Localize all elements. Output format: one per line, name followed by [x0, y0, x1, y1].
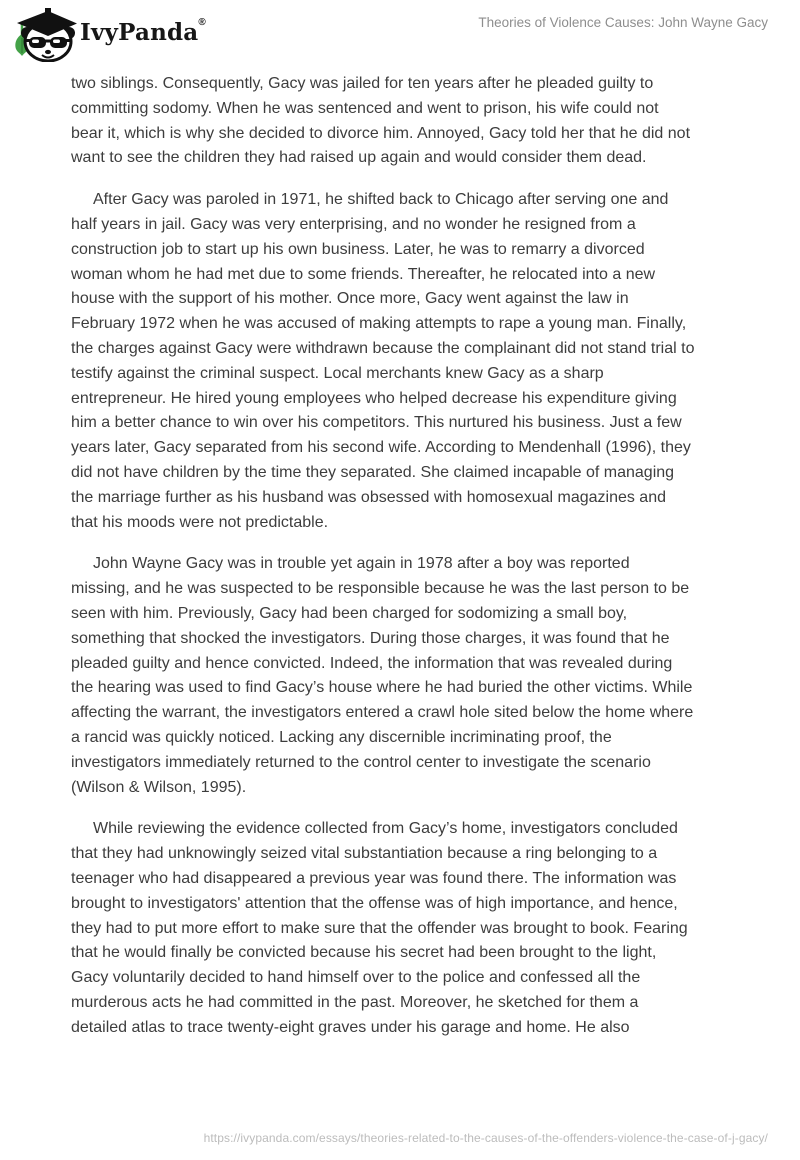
registered-trademark-symbol: ® — [198, 17, 206, 28]
text-line: February 1972 when he was accused of making attempts to rape a young man. Finally, — [71, 315, 687, 333]
text-line: missing, and he was suspected to be responsible because he was the last person to be — [71, 580, 690, 598]
text-line: seen with him. Previously, Gacy had been charged for sodomizing a small boy, — [71, 604, 628, 622]
text-line: After Gacy was paroled in 1971, he shifted back to Chicago after serving one and — [93, 191, 669, 209]
text-line: a rancid was quickly noticed. Lacking any discernible incriminating proof, the — [71, 728, 612, 746]
text-line: teenager who had disappeared a previous year was found there. The information was — [71, 869, 677, 887]
text-line: While reviewing the evidence collected from Gacy’s home, investigators concluded — [93, 820, 678, 838]
source-url-link[interactable]: https://ivypanda.com/essays/theories-related-to-the-causes-of-the-offenders-violence-the-case-of-j-gacy/ — [203, 1131, 768, 1145]
paragraph — [71, 188, 733, 535]
text-line: the hearing was used to find Gacy’s house where he had buried the other victims. While — [71, 679, 693, 697]
text-line: entrepreneur. He hired young employees who helped decrease his expenditure giving — [71, 389, 677, 407]
text-line: Gacy voluntarily decided to hand himself over to the police and confessed all the — [71, 969, 641, 987]
text-line: years later, Gacy separated from his second wife. According to Mendenhall (1996), they — [71, 439, 691, 457]
text-line: that they had unknowingly seized vital substantiation because a ring belonging to a — [71, 845, 658, 863]
text-line: construction job to start up his own business. Later, he was to remarry a divorced — [71, 240, 645, 258]
text-line: (Wilson & Wilson, 1995). — [71, 778, 247, 796]
text-line: affecting the warrant, the investigators entered a crawl hole sited below the home where — [71, 704, 694, 722]
text-line: something that shocked the investigators. During those charges, it was found that he — [71, 629, 670, 647]
text-line: the marriage further as his husband was obsessed with homosexual magazines and — [71, 488, 666, 506]
text-line: want to see the children they had raised up again and would consider them dead. — [71, 149, 647, 167]
text-line: woman whom he had met due to some friends. Thereafter, he relocated into a new — [71, 265, 656, 283]
text-line: that his moods were not predictable. — [71, 513, 329, 531]
text-line: they had to put more effort to make sure that the offender was brought to book. Fearing — [71, 919, 688, 937]
text-line: brought to investigators' attention that the offense was of high importance, and hence, — [71, 894, 678, 912]
paragraph — [71, 817, 733, 1040]
text-line: investigators immediately returned to the control center to investigate the scenario — [71, 753, 651, 771]
text-line: the charges against Gacy were withdrawn because the complainant did not stand trial to — [71, 339, 695, 357]
essay-body — [71, 72, 733, 1057]
text-line: house with the support of his mother. Once more, Gacy went against the law in — [71, 290, 629, 308]
text-line: pleaded guilty and hence convicted. Indeed, the information that was revealed during — [71, 654, 673, 672]
text-line: did not have children by the time they separated. She claimed incapable of managing — [71, 463, 675, 481]
text-line: testify against the criminal suspect. Local merchants knew Gacy as a sharp — [71, 364, 604, 382]
text-line: half years in jail. Gacy was very enterprising, and no wonder he resigned from a — [71, 215, 636, 233]
text-line: him a better chance to win over his competitors. This nurtured his business. Just a few — [71, 414, 682, 432]
brand-wordmark — [80, 19, 206, 46]
text-line: two siblings. Consequently, Gacy was jailed for ten years after he pleaded guilty to — [71, 75, 654, 92]
text-line: bear it, which is why she decided to divorce him. Annoyed, Gacy told her that he did not — [71, 124, 691, 142]
document-title: Theories of Violence Causes: John Wayne Gacy — [478, 15, 768, 30]
text-line: murderous acts he had committed in the past. Moreover, he sketched for them a — [71, 993, 639, 1011]
paragraph — [71, 552, 733, 800]
text-line: that he would finally be convicted because his secret had been brought to the light, — [71, 944, 657, 962]
panda-graduate-icon — [14, 8, 78, 62]
text-line: committing sodomy. When he was sentenced and went to prison, his wife could not — [71, 99, 659, 117]
paragraph — [71, 72, 733, 171]
brand-name: IvyPanda — [80, 19, 199, 46]
text-line: John Wayne Gacy was in trouble yet again in 1978 after a boy was reported — [93, 555, 630, 573]
text-line: detailed atlas to trace twenty-eight graves under his garage and home. He also — [71, 1018, 630, 1036]
